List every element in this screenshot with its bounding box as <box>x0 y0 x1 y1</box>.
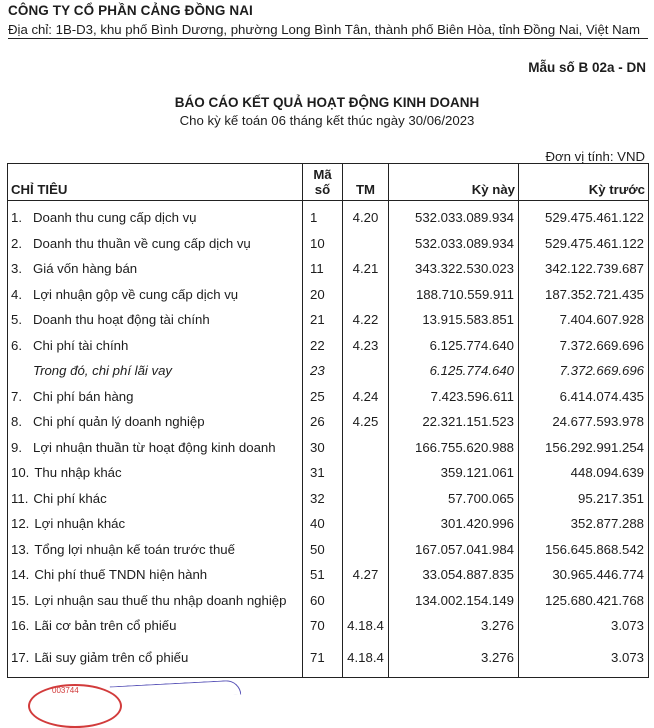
row-item-label <box>8 384 303 410</box>
table-row <box>8 333 649 359</box>
row-note: 4.18.4 <box>343 639 389 678</box>
company-address: Địa chỉ: 1B-D3, khu phố Bình Dương, phường Long Bình Tân, thành phố Biên Hòa, tỉnh Đồng Nai, Việt Nam <box>8 22 648 39</box>
row-label-text: Chi phí quản lý doanh nghiệp <box>33 414 205 430</box>
row-current-period: 532.033.089.934 <box>389 201 519 231</box>
row-previous-period: 529.475.461.122 <box>519 231 649 257</box>
col-header-code-text: Mã số <box>313 167 332 197</box>
company-name: CÔNG TY CỔ PHẦN CẢNG ĐỒNG NAI <box>8 3 253 18</box>
row-number: 14. <box>11 567 30 583</box>
row-number: 3. <box>11 261 22 277</box>
row-item-label <box>8 588 303 614</box>
row-previous-period: 7.404.607.928 <box>519 307 649 333</box>
table-row <box>8 486 649 512</box>
row-previous-period: 95.217.351 <box>519 486 649 512</box>
row-code: 40 <box>303 511 343 537</box>
table-body <box>8 201 649 678</box>
row-number: 11. <box>11 490 29 506</box>
row-current-period: 188.710.559.911 <box>389 282 519 308</box>
row-number: 12. <box>11 516 30 532</box>
row-current-period: 359.121.061 <box>389 460 519 486</box>
table-row <box>8 613 649 639</box>
row-number: 16. <box>11 618 30 634</box>
row-previous-period: 24.677.593.978 <box>519 409 649 435</box>
row-number: 1. <box>11 210 22 226</box>
col-header-note: TM <box>343 164 389 201</box>
row-item-label <box>8 511 303 537</box>
row-label-text: Thu nhập khác <box>34 465 122 481</box>
row-code: 26 <box>303 409 343 435</box>
row-number: 5. <box>11 312 22 328</box>
row-current-period: 3.276 <box>389 613 519 639</box>
row-current-period: 13.915.583.851 <box>389 307 519 333</box>
row-current-period: 343.322.530.023 <box>389 256 519 282</box>
row-current-period: 57.700.065 <box>389 486 519 512</box>
row-label-text: Chi phí thuế TNDN hiện hành <box>34 567 208 583</box>
row-code: 21 <box>303 307 343 333</box>
row-number: 10. <box>11 465 30 481</box>
row-item-label <box>8 537 303 563</box>
row-note: 4.24 <box>343 384 389 410</box>
row-note <box>343 460 389 486</box>
row-current-period: 6.125.774.640 <box>389 333 519 359</box>
row-item-label <box>8 201 303 231</box>
row-number: 6. <box>11 337 22 353</box>
table-row <box>8 256 649 282</box>
row-previous-period: 529.475.461.122 <box>519 201 649 231</box>
table-row <box>8 562 649 588</box>
signature-stroke <box>110 680 242 702</box>
row-previous-period: 3.073 <box>519 639 649 678</box>
row-label-text: Chi phí bán hàng <box>33 388 134 404</box>
table-row <box>8 511 649 537</box>
row-number: 8. <box>11 414 22 430</box>
row-note <box>343 537 389 563</box>
row-label-text: Lợi nhuận khác <box>34 516 126 532</box>
row-note <box>343 511 389 537</box>
row-note <box>343 486 389 512</box>
row-current-period: 166.755.620.988 <box>389 435 519 461</box>
row-code: 50 <box>303 537 343 563</box>
row-note: 4.22 <box>343 307 389 333</box>
col-header-previous: Kỳ trước <box>519 164 649 201</box>
row-number: 13. <box>11 541 30 557</box>
row-code: 22 <box>303 333 343 359</box>
row-current-period: 7.423.596.611 <box>389 384 519 410</box>
col-header-current: Kỳ này <box>389 164 519 201</box>
seal-text: 003744 <box>52 686 79 695</box>
row-previous-period: 6.414.074.435 <box>519 384 649 410</box>
row-label-text: Giá vốn hàng bán <box>33 261 138 277</box>
row-previous-period: 448.094.639 <box>519 460 649 486</box>
row-number: 7. <box>11 388 22 404</box>
row-note: 4.27 <box>343 562 389 588</box>
row-number: 9. <box>11 439 22 455</box>
row-code: 25 <box>303 384 343 410</box>
row-number: 17. <box>11 650 30 665</box>
row-current-period: 33.054.887.835 <box>389 562 519 588</box>
table-row <box>8 435 649 461</box>
row-code: 71 <box>303 639 343 678</box>
row-code: 10 <box>303 231 343 257</box>
row-item-label <box>8 435 303 461</box>
row-label-text: Lợi nhuận thuần từ hoạt động kinh doanh <box>33 439 276 455</box>
row-label-text: Lãi cơ bản trên cổ phiếu <box>34 618 177 634</box>
row-previous-period: 7.372.669.696 <box>519 333 649 359</box>
table-row <box>8 231 649 257</box>
table-header-row <box>8 164 649 201</box>
row-code: 31 <box>303 460 343 486</box>
row-label-text: Doanh thu hoạt động tài chính <box>33 312 210 328</box>
row-item-label <box>8 639 303 678</box>
currency-unit: Đơn vị tính: VND <box>545 149 645 164</box>
row-note <box>343 231 389 257</box>
row-note: 4.21 <box>343 256 389 282</box>
row-item-label <box>8 231 303 257</box>
row-note: 4.25 <box>343 409 389 435</box>
table-row <box>8 201 649 231</box>
col-header-code <box>303 164 343 201</box>
row-code: 60 <box>303 588 343 614</box>
row-code: 30 <box>303 435 343 461</box>
row-note: 4.23 <box>343 333 389 359</box>
row-note <box>343 435 389 461</box>
row-code: 20 <box>303 282 343 308</box>
report-period: Cho kỳ kế toán 06 tháng kết thúc ngày 30/06/2023 <box>179 113 475 128</box>
row-previous-period: 342.122.739.687 <box>519 256 649 282</box>
row-item-label <box>8 256 303 282</box>
col-header-item: CHỈ TIÊU <box>8 164 303 201</box>
row-item-label <box>8 409 303 435</box>
row-code: 11 <box>303 256 343 282</box>
row-note: 4.18.4 <box>343 613 389 639</box>
row-label-text: Doanh thu cung cấp dịch vụ <box>33 210 197 226</box>
table-row <box>8 409 649 435</box>
report-title: BÁO CÁO KẾT QUẢ HOẠT ĐỘNG KINH DOANH <box>174 95 480 110</box>
table-row <box>8 460 649 486</box>
row-previous-period: 352.877.288 <box>519 511 649 537</box>
row-code: 32 <box>303 486 343 512</box>
row-previous-period: 3.073 <box>519 613 649 639</box>
form-number: Mẫu số B 02a - DN <box>528 60 646 75</box>
table-row <box>8 384 649 410</box>
row-previous-period: 125.680.421.768 <box>519 588 649 614</box>
row-label-text: Doanh thu thuần về cung cấp dịch vụ <box>33 235 251 251</box>
table-row <box>8 282 649 308</box>
row-item-label <box>8 333 303 359</box>
row-item-label <box>8 486 303 512</box>
table-row <box>8 639 649 678</box>
row-note <box>343 282 389 308</box>
row-label-text: Tổng lợi nhuận kế toán trước thuế <box>34 541 235 557</box>
row-current-period: 6.125.774.640 <box>389 358 519 384</box>
row-item-label <box>8 307 303 333</box>
row-item-label <box>8 562 303 588</box>
row-item-label <box>8 613 303 639</box>
row-previous-period: 7.372.669.696 <box>519 358 649 384</box>
row-note: 4.20 <box>343 201 389 231</box>
row-note <box>343 358 389 384</box>
row-previous-period: 156.645.868.542 <box>519 537 649 563</box>
row-label-text: Lợi nhuận gộp về cung cấp dịch vụ <box>33 286 239 302</box>
row-label-text: Lợi nhuận sau thuế thu nhập doanh nghiệp <box>34 592 287 608</box>
income-statement-table <box>7 163 649 678</box>
row-current-period: 22.321.151.523 <box>389 409 519 435</box>
row-item-label <box>8 358 303 384</box>
row-current-period: 301.420.996 <box>389 511 519 537</box>
row-number: 2. <box>11 235 22 251</box>
table-row <box>8 537 649 563</box>
row-number: 15. <box>11 592 30 608</box>
table-row <box>8 358 649 384</box>
row-label-text: Chi phí khác <box>33 490 107 506</box>
row-current-period: 167.057.041.984 <box>389 537 519 563</box>
row-item-label <box>8 282 303 308</box>
row-label-text: Trong đó, chi phí lãi vay <box>33 363 173 379</box>
row-previous-period: 30.965.446.774 <box>519 562 649 588</box>
row-current-period: 532.033.089.934 <box>389 231 519 257</box>
table-row <box>8 307 649 333</box>
row-note <box>343 588 389 614</box>
row-current-period: 3.276 <box>389 639 519 678</box>
row-current-period: 134.002.154.149 <box>389 588 519 614</box>
row-code: 1 <box>303 201 343 231</box>
row-label-text: Lãi suy giảm trên cổ phiếu <box>34 650 189 665</box>
row-item-label <box>8 460 303 486</box>
row-code: 23 <box>303 358 343 384</box>
row-code: 70 <box>303 613 343 639</box>
row-previous-period: 156.292.991.254 <box>519 435 649 461</box>
row-label-text: Chi phí tài chính <box>33 337 129 353</box>
row-code: 51 <box>303 562 343 588</box>
table-row <box>8 588 649 614</box>
row-previous-period: 187.352.721.435 <box>519 282 649 308</box>
row-number: 4. <box>11 286 22 302</box>
